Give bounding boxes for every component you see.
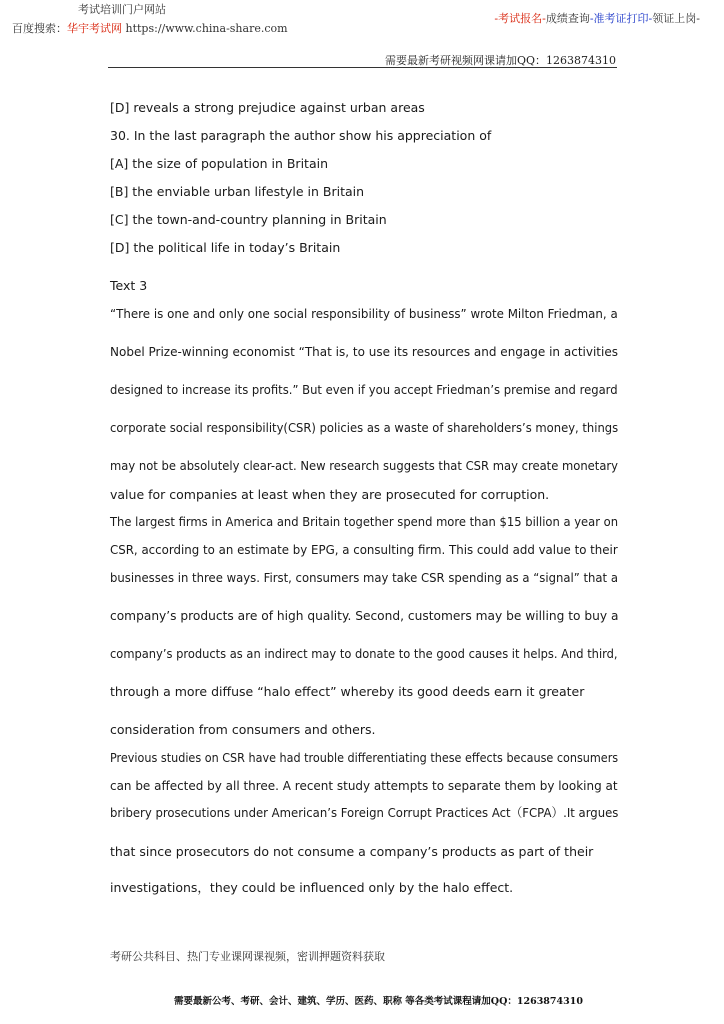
score-query-link[interactable]: 成绩查询 bbox=[545, 12, 590, 25]
text-line: CSR, according to an estimate by EPG, a consulting firm. This could add value to their bbox=[110, 542, 618, 557]
text-line: through a more diffuse “halo effect” whereby its good deeds earn it greater bbox=[110, 684, 585, 699]
text-line: designed to increase its profits.” But even if you accept Friedman’s premise and regard bbox=[110, 382, 618, 397]
option-line: [C] the town-and-country planning in Britain bbox=[110, 212, 387, 227]
text-line: may not be absolutely clear-act. New research suggests that CSR may create monetary bbox=[110, 458, 619, 473]
text-line: bribery prosecutions under American’s Foreign Corrupt Practices Act（FCPA）.It argues bbox=[110, 805, 619, 820]
text-line: “There is one and only one social responsibility of business” wrote Milton Friedman, a bbox=[110, 306, 618, 321]
text-line: value for companies at least when they are prosecuted for corruption. bbox=[110, 487, 550, 502]
top-links bbox=[494, 10, 700, 26]
brand-link[interactable]: 华宇考试网 bbox=[67, 22, 122, 35]
option-line: [A] the size of population in Britain bbox=[110, 156, 328, 171]
header-divider bbox=[108, 67, 617, 68]
text-line: that since prosecutors do not consume a company’s products as part of their bbox=[110, 844, 594, 859]
baidu-search-line bbox=[12, 20, 288, 36]
text-line: The largest firms in America and Britain together spend more than $15 billion a year on bbox=[110, 514, 619, 529]
text-line: consideration from consumers and others. bbox=[110, 722, 376, 737]
option-line: [B] the enviable urban lifestyle in Britain bbox=[110, 184, 365, 199]
text-line: businesses in three ways. First, consumers may take CSR spending as a “signal” that a bbox=[110, 570, 618, 585]
text-line: corporate social responsibility(CSR) policies as a waste of shareholders’s money, things bbox=[110, 420, 619, 435]
certificate-link[interactable]: 领证上岗- bbox=[652, 12, 700, 25]
text-line: company’s products as an indirect may to donate to the good causes it helps. And third, bbox=[110, 646, 618, 661]
text-line: Nobel Prize-winning economist “That is, to use its resources and engage in activities bbox=[110, 344, 618, 359]
text-line: company’s products are of high quality. Second, customers may be willing to buy a bbox=[110, 608, 619, 623]
header-notice: 需要最新考研视频网课请加QQ：1263874310 bbox=[384, 54, 616, 67]
footer-contact: 需要最新公考、考研、会计、建筑、学历、医药、职称 等各类考试课程请加QQ：1263874310 bbox=[174, 996, 583, 1007]
section-heading: Text 3 bbox=[110, 278, 148, 293]
site-name: 考试培训门户网站 bbox=[78, 3, 166, 16]
footer-note: 考研公共科目、热门专业课网课视频，密训押题资料获取 bbox=[110, 950, 385, 963]
site-url[interactable]: https://www.china-share.com bbox=[122, 22, 288, 35]
text-line: Previous studies on CSR have had trouble differentiating these effects because consumers bbox=[110, 750, 619, 765]
text-line: investigations，they could be influenced only by the halo effect. bbox=[110, 880, 514, 895]
admission-ticket-link[interactable]: -准考证打印- bbox=[589, 12, 653, 25]
exam-registration-link[interactable]: -考试报名- bbox=[494, 12, 546, 25]
option-line: [D] the political life in today’s Britain bbox=[110, 240, 341, 255]
question-line: 30. In the last paragraph the author show his appreciation of bbox=[110, 128, 492, 143]
text-line: [D] reveals a strong prejudice against urban areas bbox=[110, 100, 425, 115]
text-line: can be affected by all three. A recent study attempts to separate them by looking at bbox=[110, 778, 618, 793]
baidu-label: 百度搜索： bbox=[12, 22, 67, 35]
